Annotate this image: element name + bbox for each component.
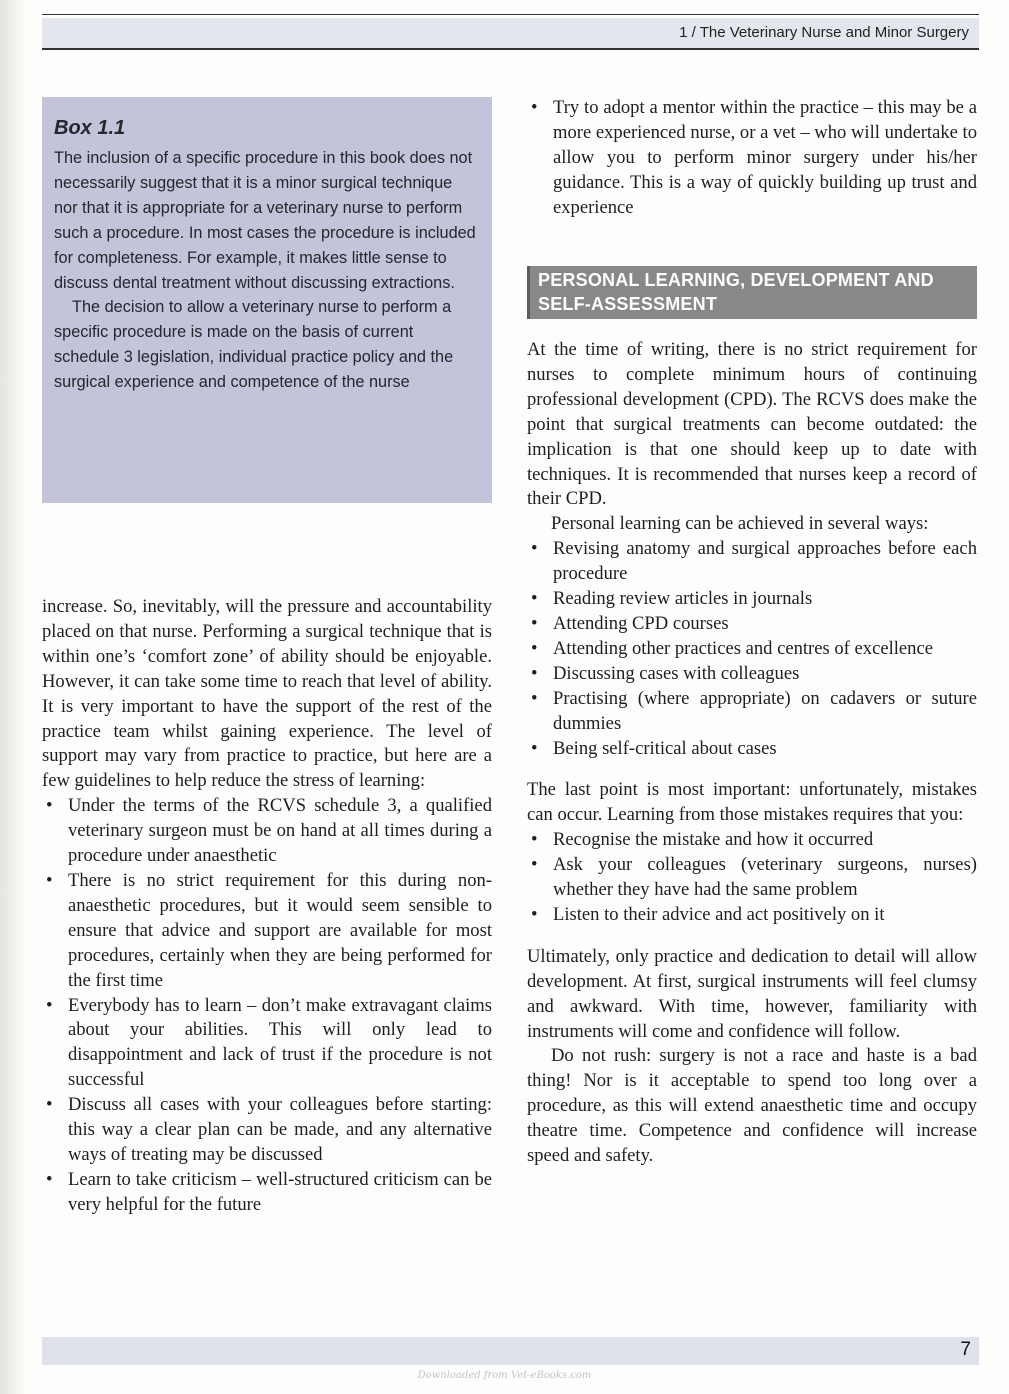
list-item: • Practising (where appropriate) on cadavers or suture dummies [527,687,977,737]
top-rule [42,14,979,15]
box-title: Box 1.1 [54,117,126,139]
page-edge-shadow [0,0,26,1394]
list-item: • Discuss all cases with your colleagues before starting: this way a clear plan can be made, and any alternative ways of treating may be discussed [42,1093,492,1168]
running-head-text: 1 / The Veterinary Nurse and Minor Surgery [679,24,969,41]
list-item: • Being self-critical about cases [527,737,977,762]
left-intro-paragraph: increase. So, inevitably, will the pressure and accountability placed on that nurse. Performing a surgical technique that is within one’s ‘comfort zone’ of ability should be enjoyable. However, it can take some time to reach that level of ability. It is very important to have the support of the rest of the practice team whilst gaining experience. The level of support may vary from practice to practice, but here are a few guidelines to help reduce the stress of learning: [42,596,492,792]
list-item: • Attending other practices and centres of excellence [527,637,977,662]
right-column-top [527,96,977,221]
list-item: • Attending CPD courses [527,612,977,637]
mistakes-list [527,828,977,928]
list-item: • Everybody has to learn – don’t make extravagant claims about your abilities. This will only lead to disappointment and lack of trust if the procedure is not successful [42,994,492,1094]
list-item: • Learn to take criticism – well-structured criticism can be very helpful for the future [42,1168,492,1218]
section-heading [527,266,977,319]
body-paragraph: The last point is most important: unfortunately, mistakes can occur. Learning from those mistakes requires that you: [527,779,977,826]
guidelines-list [42,794,492,1217]
running-head [42,18,979,50]
body-paragraph: Do not rush: surgery is not a race and haste is a bad thing! Nor is it acceptable to spend too long over a procedure, as this will extend anaesthetic time and occupy theatre time. Competence and confidence will increase speed and safety. [527,1045,977,1167]
body-paragraph: Personal learning can be achieved in several ways: [551,513,929,535]
page-number: 7 [960,1339,971,1360]
section-heading-line: SELF-ASSESSMENT [538,294,718,314]
left-column [42,595,492,1218]
list-item: • Discussing cases with colleagues [527,662,977,687]
right-column-body [527,338,977,1169]
body-paragraph: Ultimately, only practice and dedication to detail will allow development. At first, surgical instruments will feel clumsy and awkward. With time, however, familiarity with instruments will come and confidence will follow. [527,945,977,1042]
box-1-1 [42,97,492,503]
list-item: • Ask your colleagues (veterinary surgeons, nurses) whether they have had the same problem [527,853,977,903]
box-paragraph: The decision to allow a veterinary nurse to perform a specific procedure is made on the basis of current schedule 3 legislation, individual practice policy and the surgical experience and competence of the nurse [54,298,454,392]
list-item: • Revising anatomy and surgical approaches before each procedure [527,537,977,587]
box-paragraph: The inclusion of a specific procedure in this book does not necessarily suggest that it is a minor surgical technique nor that it is appropriate for a veterinary nurse to perform such a procedure. In most cases the procedure is included for completeness. For example, it makes little sense to discuss dental treatment without discussing extractions. [54,149,476,292]
list-item: • Recognise the mistake and how it occurred [527,828,977,853]
list-item: • Reading review articles in journals [527,587,977,612]
list-item: • Listen to their advice and act positively on it [527,903,977,928]
personal-learning-list [527,537,977,761]
list-item: • Try to adopt a mentor within the practice – this may be a more experienced nurse, or a vet – who will undertake to allow you to perform minor surgery under his/her guidance. This is a way of quickly building up trust and experience [527,96,977,221]
list-item: • Under the terms of the RCVS schedule 3, a qualified veterinary surgeon must be on hand at all times during a procedure under anaesthetic [42,794,492,869]
footer-bar [42,1337,979,1365]
body-paragraph: At the time of writing, there is no strict requirement for nurses to complete minimum hours of continuing professional development (CPD). The RCVS does make the point that surgical treatments can become outdated: the implication is that one should keep up to date with techniques. It is recommended that nurses keep a record of their CPD. [527,339,977,510]
mentor-list [527,96,977,221]
section-heading-line: PERSONAL LEARNING, DEVELOPMENT AND [538,270,934,290]
list-item: • There is no strict requirement for this during non-anaesthetic procedures, but it would seem sensible to ensure that advice and support are available for most procedures, certainly when they are being performed for the first time [42,869,492,994]
watermark: Downloaded from Vet-eBooks.com [417,1370,592,1381]
